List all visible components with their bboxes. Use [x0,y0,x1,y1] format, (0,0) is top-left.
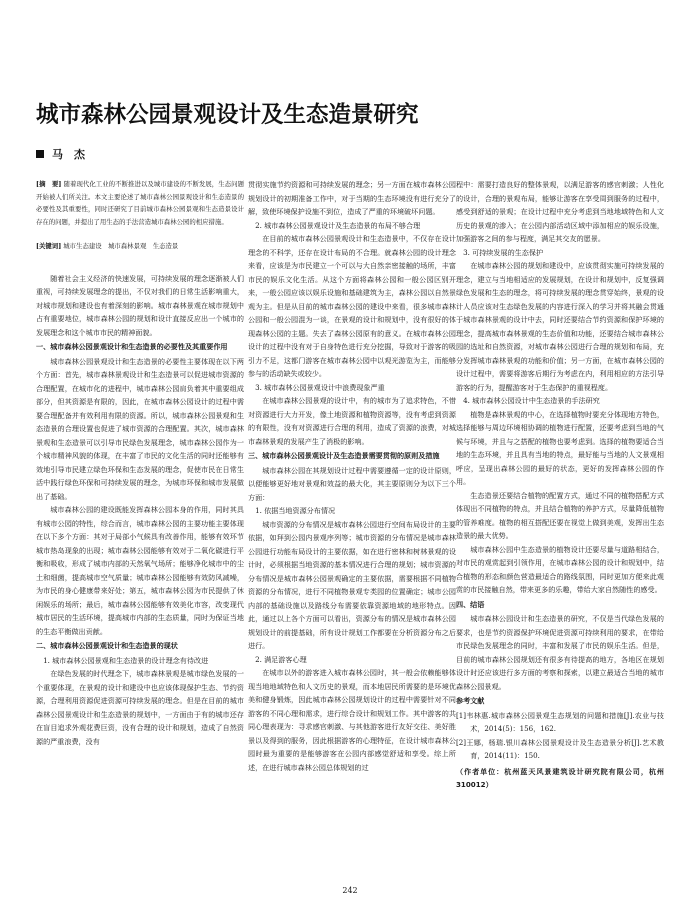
abstract-text: 随着现代化工业的不断推进以及城市建设的不断发展，生态问题开始被人们所关注。本文主要论述了城市森林公园景观设计和生态造景的必要性及其重要性，同时还研究了目前城市森林公园景观和生态造景设计存在的问题，并提出了用生态的手法营造城市森林公园的相应措施。 [36,180,244,226]
paragraph: 在城市森林公园的规划和建设中，应该贯彻实施可持续发展的理念，建立与当地相适应的发展规划，在设计和规划中，反复强调绿色发展和生态的理念，将可持续发展的理念贯穿始终，景观的设计人员应该对生态绿色发展的内容进行深入的学习并将其融会贯通于城市森林景观的设计中去，同时还要结合节约资源和保护环境的理念，提高城市森林景观的生态价值和功能，还要结合城市森林公园的选址和自然资源，对城市森林公园进行合理的规划和布局，充分发挥城市森林景观的功能和价值；另一方面，在城市森林公园的设计过程中，需要将游客后期行为考虑在内，利用相应的方法引导游客的行为，提醒游客对于生态保护的重视程度。 [456,261,664,392]
column-3-body [456,178,664,792]
paragraph: 在绿色发展的时代理念下，城市森林景观是城市绿色发展的一个重要体现，在景观的设计和建设中也应该体现保护生态、节约资源，合理利用资源促进资源可持续发展的理念。但是在目前的城市森林公园景观设计和生态造景的规划中，一方面由于有的城市还存在盲目追求外观花费巨资，没有合理的设计和规划，造成了自然资源的严重浪费，没有 [36,669,244,746]
text-column-3 [456,178,664,868]
keywords-text: 城市生态建设 城市森林景观 生态造景 [63,242,179,251]
keywords-label: [关键词] [36,242,62,251]
subsection-heading: 2. 满足游客心理 [255,654,307,664]
subsection-heading: 3. 可持续发展的生态保护 [463,247,544,257]
subsection-heading: 2. 城市森林公园景观设计及生态造景的布局不够合理 [255,220,421,230]
paragraph: 植物是森林景观的中心，在选择植物时要充分体现地方特色，选择能够与周边环境相协调的植物进行配置，还要考虑到当地的气候与环境，并且与之搭配的植物也要考虑到。选择的植物要适合当地的生态环境，并且具有当地的特点，最好能与当地的人文景观相呼应，呈现出森林公园的最好的状态，更好的发挥森林公园的作用。 [456,409,664,486]
column-1-body [36,272,244,749]
abstract-label: [摘 要] [36,180,62,188]
paragraph: 城市森林公园设计和生态造景的研究，不仅是当代绿色发展的要求，也是节约资源保护环境促进资源可持续利用的要求，在带给市民绿色发展理念的同时，丰富和发展了市民的娱乐生活。但是，目前的城市森林公园规划还有很多有待提高的地方，各地区在规划设计时还应该进行多方面的考察和探索，以建立最适合当地的城市森林公园景观。 [456,614,664,691]
section-heading: 三、城市森林公园景观设计及生态造景需要贯彻的原则及措施 [248,451,440,460]
section-heading: 四、结语 [456,599,485,609]
text-column-2 [248,178,456,868]
author-line [36,146,85,162]
paragraph: 在城市以外的游客进入城市森林公园时，其一般会依赖能够体现当地地域特色和人文历史的景观，而本地居民所需要的是环境优美和健身锻炼，因此城市森林公园规划设计的过程中需要针对不同游客的不同心理和需求，进行综合设计和规划工作。其中游客的共同心理表现为：寻求感官刺激、与其他游客进行友好交往、美好胜景以及得到的服务，因此根据游客的心理特征，在设计城市森林公园时最为重要的是能够游客在公园内部感觉舒适和享受。综上所述，在进行城市森林公园总体规划的过 [248,668,456,772]
section-heading: 参考文献 [456,696,485,705]
paragraph: 城市森林公园中生态造景的植物设计还要尽量与道路相结合，对市民的观赏起到引领作用，在城市森林公园的设计和规划中，结合植物的形态和颜色营造最适合的路线氛围，同时更加方便来此观赏的市民接触自然，带来更多的乐趣，带给大家自然随性的感受。 [456,544,664,594]
column-2-body [248,178,456,774]
square-bullet-icon [36,150,44,158]
author-affiliation: （作者单位：杭州蓝天风景建筑设计研究院有限公司，杭州 310012） [456,766,664,789]
paragraph: 在城市森林公园景观的设计中，有的城市为了追求特色，不惜对资源进行大力开发，像土地资源和植物资源等，没有考虑到资源的有限性，没有对资源进行合理的利用，造成了资源的浪费，对城市森林景观的发展产生了消极的影响。 [248,396,456,446]
paragraph: 城市森林公园在其规划设计过程中需要遵循一定的设计原则，以便能够更好地对景观和效益的最大化，其主要原则分为以下三个方面： [248,465,456,502]
paragraph: 城市森林公园景观设计和生态造景的必要性主要体现在以下两个方面：首先，城市森林景观设计和生态造景可以促进城市资源的合理配置，在城市化的进程中，城市森林公园肩负着其中重要组成部分，但其资源是有限的，因此，在城市森林公园设计的过程中需要合理配备并有效利用有限的资源。所以，城市森林公园景观和生态造景的合理设置也促进了城市资源的合理配置。其次，城市森林景观和生态造景可以引导市民绿色发展理念，城市森林公园作为一个城市精神风貌的体现，在丰富了市民的文化生活的同时还能够有效地引导市民建立绿色环保和生态发展的理念，促使市民在日常生活中践行绿色环保和可持续发展的理念，为城市环保和城市发展做出了基础。 [36,356,244,501]
author-name: 马 杰 [52,148,85,161]
paragraph: 在目前的城市森林公园景观设计和生态造景中，不仅存在设计理念的不科学，还存在设计布局的不合理。就森林公园的设计理念来看，应该是为市民建立一个可以与大自然亲密接触的场所，丰富市民的娱乐文化生活。从这个方面将森林公园和一般公园区别开来，一般公园应该以娱乐设施和基础建筑为主，森林公园以自然景观为主。但是从目前的城市森林公园的建设中来看，很多城市森林公园和一般公园混为一谈，在景观的设计和规划中，没有很好的体现森林公园的主题。失去了森林公园原有的意义。在城市森林公园设计的过程中没有对于自身特色进行充分挖掘，导致对于游客的吸引力不足，这都门游客在城市森林公园中以观光游览为主，而能够参与的活动缺失或较少。 [248,234,456,378]
paragraph: 城市森林公园的建设既能发挥森林公园本身的作用，同时其具有城市公园的特性，综合而言，城市森林公园的主要功能主要体现在以下多个方面：其对于局部小气候具有改善作用，能够有效环节城市热岛现象的出现；城市森林公园能够有效对于二氧化碳进行平衡和吸收，形成了城市内部的天然氧气场所；能够净化城市中的尘土和细菌，提高城市空气质量；城市森林公园能够有效防风减噪，为市民的身心健康带来好处；第五，城市森林公园为市民提供了休闲娱乐的场所；最后，城市森林公园能够有效美化市容，改变现代城市居民的生活环境，提高城市内部的生态质量，同时为保证当地的生态平衡做出贡献。 [36,505,244,636]
keywords [36,240,244,254]
subsection-heading: 1. 城市森林公园景观和生态造景的设计理念有待改进 [43,655,209,665]
subsection-heading: 4. 城市森林公园设计中生态造景的手法研究 [463,396,600,405]
article-title: 城市森林公园景观设计及生态造景研究 [36,102,419,128]
paragraph: 随着社会主义经济的快速发展，可持续发展的理念逐渐被人们重视，可持续发展理念的提出，不仅对我们的日常生活影响重大，对城市规划和建设也有着深刻的影响。城市森林景观在城市规划中占有重要地位，城市森林公园的规划和设计直接反应出一个城市的发展理念和这个城市市民的精神面貌。 [36,273,244,337]
section-heading: 二、城市森林公园景观设计和生态造景的现状 [36,641,178,651]
reference-item: [2]王娜，杨瑞.银川森林公园景观设计及生态造景分析[J].艺术教育，2014(11)：150. [456,737,664,760]
paragraph: 城市资源的分布情况是城市森林公园进行空间布局设计的主要依据，如拜到公园内景观序列等；城市资源的分布情况是城市森林公园进行功能布局设计的主要依据，如在进行密林和树林景观的设计时，必须根据当地资源的基本情况进行合理的规划；城市资源的分布情况是城市森林公园景观确定的主要依据，需要根据不同植物资源的分布情况，进行不同植物景观专类园的位置确定；城市公园内部的基础设施以及路线分布需要依靠资源地域的地形特点。因此，通过以上各个方面可以看出，资源分布的情况是城市森林公园规划设计的前提基础，所有设计规划工作都要在分析资源分布之后进行。 [248,519,456,650]
text-column-1 [36,178,244,868]
reference-item: [1]韦林惠.城市森林公园景观生态规划的问题和措施[J].农业与技术，2014(5)：156，162. [456,710,664,733]
abstract [36,178,244,228]
subsection-heading: 1. 依据当地资源分布情况 [255,506,336,515]
paragraph-continued: 贯彻实施节约资源和可持续发展的理念；另一方面在城市森林公园规划设计的初期准备工作中，对于当期的生态环境没有进行充分了解，致使环境保护设施不到位，造成了严重的环境破坏问题。 [248,180,456,216]
section-heading: 一、城市森林公园景观设计和生态造景的必要性及其重要作用 [36,342,228,352]
paragraph-continued: 程中：需要打造良好的整体景观，以满足游客的感官刺激；人性化的设计，合理的景观布局，能够让游客在享受周到服务的过程中，感受到舒适的景观；在设计过程中充分考虑到当地地域特色和人文历史的景观的渗入；在公园内部活动区域中添加相应的娱乐设施，加强游客之间的参与程度，满足其交友的愿景。 [456,180,664,243]
subsection-heading: 3. 城市森林公园景观设计中浪费现象严重 [255,382,385,392]
paragraph: 生态造景还要结合植物的配置方式，通过不同的植物搭配方式体现出不同植物的特点，并且结合植物的养护方式，尽量降低植物的管养难度。植物的相互搭配还要在视觉上做到美观，发挥出生态造景的最大优势。 [456,490,664,540]
page-number: 242 [342,886,358,895]
